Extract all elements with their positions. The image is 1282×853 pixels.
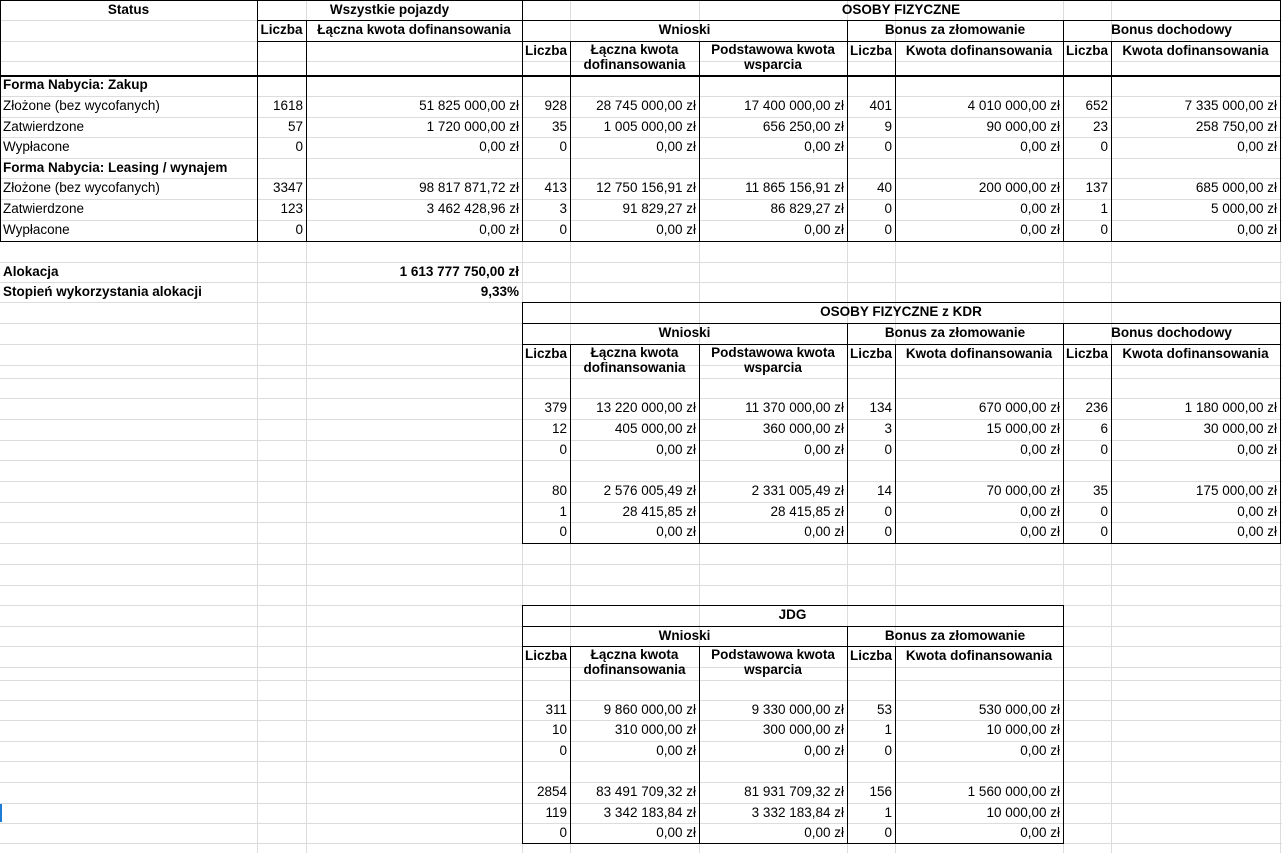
kdr-bonus-doch-header[interactable]: Bonus dochodowy xyxy=(1111,325,1232,340)
of-bonus-zlom-kwota-header[interactable]: Kwota dofinansowania xyxy=(905,43,1053,58)
jdg-value[interactable]: 10 xyxy=(551,722,567,737)
osoby-fizyczne-value[interactable]: 0,00 zł xyxy=(656,139,696,154)
osoby-fizyczne-kdr-value[interactable]: 0 xyxy=(1100,504,1108,519)
jdg-value[interactable]: 1 xyxy=(884,722,892,737)
osoby-fizyczne-kdr-value[interactable]: 6 xyxy=(1100,421,1108,436)
osoby-fizyczne-value[interactable]: 0 xyxy=(559,139,567,154)
row-label[interactable]: Zatwierdzone xyxy=(3,201,85,216)
row-label[interactable]: Złożone (bez wycofanych) xyxy=(3,180,160,195)
osoby-fizyczne-value[interactable]: 11 865 156,91 zł xyxy=(745,180,844,195)
jdg-value[interactable]: 0,00 zł xyxy=(804,743,844,758)
of-bonus-zlom-liczba-header[interactable]: Liczba xyxy=(850,43,893,58)
osoby-fizyczne-kdr-value[interactable]: 0 xyxy=(559,524,567,539)
kdr-wnioski-header[interactable]: Wnioski xyxy=(658,325,711,340)
border-line xyxy=(522,605,1063,606)
jdg-value[interactable]: 10 000,00 zł xyxy=(986,722,1060,737)
osoby-fizyczne-value[interactable]: 0,00 zł xyxy=(804,139,844,154)
osoby-fizyczne-value[interactable]: 685 000,00 zł xyxy=(1195,180,1277,195)
border-line xyxy=(1111,344,1112,543)
kdr-bonus-zlom-kwota-header[interactable]: Kwota dofinansowania xyxy=(905,346,1053,361)
border-line xyxy=(699,41,700,241)
of-bonus-zlom-header[interactable]: Bonus za złomowanie xyxy=(884,22,1026,37)
laczna-kwota-header[interactable]: Łączna kwota dofinansowania xyxy=(317,22,511,37)
osoby-fizyczne-kdr-value[interactable]: 134 xyxy=(869,400,892,415)
jdg-value[interactable]: 0 xyxy=(884,743,892,758)
jdg-value[interactable]: 0 xyxy=(559,825,567,840)
osoby-fizyczne-kdr-value[interactable]: 2 331 005,49 zł xyxy=(751,483,844,498)
osoby-fizyczne-value[interactable]: 0 xyxy=(884,201,892,216)
osoby-fizyczne-kdr-value[interactable]: 1 xyxy=(559,504,567,519)
osoby-fizyczne-kdr-value[interactable]: 0,00 zł xyxy=(1020,504,1060,519)
osoby-fizyczne-value[interactable]: 86 829,27 zł xyxy=(770,201,844,216)
all-vehicles-count[interactable]: 1618 xyxy=(272,98,303,113)
osoby-fizyczne-kdr-value[interactable]: 15 000,00 zł xyxy=(986,421,1060,436)
osoby-fizyczne-kdr-value[interactable]: 0,00 zł xyxy=(1237,504,1277,519)
osoby-fizyczne-value[interactable]: 0 xyxy=(1100,139,1108,154)
kdr-laczna-kwota-header[interactable]: Łączna kwota dofinansowania xyxy=(583,345,686,375)
jdg-value[interactable]: 0 xyxy=(559,743,567,758)
allocation-label[interactable]: Alokacja xyxy=(3,264,59,279)
osoby-fizyczne-value[interactable]: 0,00 zł xyxy=(1237,222,1277,237)
osoby-fizyczne-kdr-value[interactable]: 11 370 000,00 zł xyxy=(745,400,844,415)
osoby-fizyczne-kdr-value[interactable]: 70 000,00 zł xyxy=(986,483,1060,498)
osoby-fizyczne-kdr-value[interactable]: 0,00 zł xyxy=(804,524,844,539)
gridline xyxy=(0,460,1282,461)
osoby-fizyczne-value[interactable]: 5 000,00 zł xyxy=(1210,201,1277,216)
border-line xyxy=(522,323,1281,324)
osoby-fizyczne-kdr-value[interactable]: 0 xyxy=(559,442,567,457)
border-line xyxy=(847,41,848,241)
of-wnioski-header[interactable]: Wnioski xyxy=(658,22,711,37)
jdg-value[interactable]: 530 000,00 zł xyxy=(978,702,1060,717)
osoby-fizyczne-value[interactable]: 0,00 zł xyxy=(656,222,696,237)
gridline xyxy=(0,761,1282,762)
jdg-value[interactable]: 3 342 183,84 zł xyxy=(603,805,696,820)
border-line xyxy=(1063,344,1064,543)
jdg-value[interactable]: 81 931 709,32 zł xyxy=(744,784,844,799)
osoby-fizyczne-kdr-value[interactable]: 0,00 zł xyxy=(1237,442,1277,457)
osoby-fizyczne-value[interactable]: 1 xyxy=(1100,201,1108,216)
border-line xyxy=(522,302,523,543)
jdg-value[interactable]: 156 xyxy=(869,784,892,799)
kdr-bonus-doch-kwota-header[interactable]: Kwota dofinansowania xyxy=(1122,346,1269,361)
osoby-fizyczne-value[interactable]: 401 xyxy=(869,98,892,113)
border-line xyxy=(847,344,848,543)
kdr-podstawowa-kwota-header[interactable]: Podstawowa kwota wsparcia xyxy=(711,345,835,375)
osoby-fizyczne-kdr-value[interactable]: 35 xyxy=(1092,483,1108,498)
kdr-liczba-header[interactable]: Liczba xyxy=(525,346,568,361)
all-vehicles-count[interactable]: 123 xyxy=(280,201,303,216)
border-line xyxy=(0,75,1281,77)
row-label[interactable]: Złożone (bez wycofanych) xyxy=(3,98,160,113)
osoby-fizyczne-kdr-value[interactable]: 670 000,00 zł xyxy=(978,400,1060,415)
of-liczba-header[interactable]: Liczba xyxy=(525,43,568,58)
gridline xyxy=(0,680,1282,681)
section-leasing[interactable]: Forma Nabycia: Leasing / wynajem xyxy=(3,160,228,175)
jdg-value[interactable]: 2854 xyxy=(536,784,567,799)
osoby-fizyczne-value[interactable]: 0 xyxy=(884,222,892,237)
osoby-fizyczne-value[interactable]: 0,00 zł xyxy=(804,222,844,237)
status-header[interactable]: Status xyxy=(107,2,150,17)
of-podstawowa-kwota-header[interactable]: Podstawowa kwota wsparcia xyxy=(711,42,835,72)
osoby-fizyczne-kdr-value[interactable]: 28 415,85 zł xyxy=(622,504,696,519)
jdg-value[interactable]: 1 560 000,00 zł xyxy=(967,784,1060,799)
osoby-fizyczne-kdr-value[interactable]: 0 xyxy=(884,524,892,539)
jdg-podstawowa-kwota-header[interactable]: Podstawowa kwota wsparcia xyxy=(711,647,835,677)
osoby-fizyczne-kdr-value[interactable]: 0 xyxy=(1100,442,1108,457)
jdg-header[interactable]: JDG xyxy=(778,607,807,622)
of-bonus-doch-header[interactable]: Bonus dochodowy xyxy=(1111,22,1232,37)
all-vehicles-count[interactable]: 0 xyxy=(295,222,303,237)
of-laczna-kwota-header[interactable]: Łączna kwota dofinansowania xyxy=(583,42,686,72)
osoby-fizyczne-kdr-value[interactable]: 12 xyxy=(551,421,567,436)
border-line xyxy=(1111,41,1112,241)
border-line xyxy=(847,323,848,344)
osoby-fizyczne-value[interactable]: 4 010 000,00 zł xyxy=(967,98,1060,113)
osoby-fizyczne-value[interactable]: 0,00 zł xyxy=(1237,139,1277,154)
jdg-liczba-header[interactable]: Liczba xyxy=(525,648,568,663)
border-line xyxy=(257,20,1281,21)
all-vehicles-amount[interactable]: 1 720 000,00 zł xyxy=(426,119,519,134)
osoby-fizyczne-value[interactable]: 28 745 000,00 zł xyxy=(596,98,696,113)
all-vehicles-amount[interactable]: 0,00 zł xyxy=(479,222,519,237)
row-selection-marker xyxy=(0,804,2,822)
osoby-fizyczne-value[interactable]: 23 xyxy=(1092,119,1108,134)
allocation-value[interactable]: 1 613 777 750,00 zł xyxy=(399,264,519,279)
all-vehicles-count[interactable]: 0 xyxy=(295,139,303,154)
all-vehicles-amount[interactable]: 51 825 000,00 zł xyxy=(419,98,519,113)
border-line xyxy=(522,843,1064,844)
jdg-value[interactable]: 83 491 709,32 zł xyxy=(596,784,696,799)
row-label[interactable]: Wypłacone xyxy=(3,222,70,237)
row-label[interactable]: Wypłacone xyxy=(3,139,70,154)
osoby-fizyczne-kdr-value[interactable]: 0,00 zł xyxy=(1020,442,1060,457)
border-line xyxy=(522,344,1281,345)
jdg-wnioski-header[interactable]: Wnioski xyxy=(658,628,711,643)
osoby-fizyczne-value[interactable]: 0,00 zł xyxy=(1020,139,1060,154)
jdg-value[interactable]: 9 860 000,00 zł xyxy=(603,702,696,717)
osoby-fizyczne-kdr-value[interactable]: 28 415,85 zł xyxy=(770,504,844,519)
jdg-laczna-kwota-header[interactable]: Łączna kwota dofinansowania xyxy=(583,647,686,677)
all-vehicles-count[interactable]: 3347 xyxy=(272,180,303,195)
osoby-fizyczne-value[interactable]: 652 xyxy=(1085,98,1108,113)
osoby-fizyczne-kdr-value[interactable]: 30 000,00 zł xyxy=(1203,421,1277,436)
osoby-fizyczne-kdr-value[interactable]: 0,00 zł xyxy=(656,442,696,457)
jdg-value[interactable]: 0,00 zł xyxy=(656,743,696,758)
osoby-fizyczne-kdr-value[interactable]: 80 xyxy=(551,483,567,498)
osoby-fizyczne-kdr-value[interactable]: 175 000,00 zł xyxy=(1195,483,1277,498)
osoby-fizyczne-kdr-value[interactable]: 405 000,00 zł xyxy=(614,421,696,436)
border-line xyxy=(1063,41,1064,241)
border-line xyxy=(699,646,700,843)
osoby-fizyczne-value[interactable]: 258 750,00 zł xyxy=(1195,119,1277,134)
jdg-value[interactable]: 10 000,00 zł xyxy=(986,805,1060,820)
border-line xyxy=(522,626,1064,627)
jdg-value[interactable]: 0,00 zł xyxy=(1020,743,1060,758)
all-vehicles-amount[interactable]: 0,00 zł xyxy=(479,139,519,154)
border-line xyxy=(257,0,258,241)
border-line xyxy=(570,41,571,241)
osoby-fizyczne-value[interactable]: 9 xyxy=(884,119,892,134)
border-line xyxy=(847,646,848,843)
border-line xyxy=(570,344,571,543)
osoby-fizyczne-kdr-header[interactable]: OSOBY FIZYCZNE z KDR xyxy=(820,304,982,319)
osoby-fizyczne-value[interactable]: 413 xyxy=(544,180,567,195)
allocation-usage-value[interactable]: 9,33% xyxy=(480,284,519,299)
all-vehicles-amount[interactable]: 98 817 871,72 zł xyxy=(419,180,519,195)
osoby-fizyczne-value[interactable]: 0 xyxy=(884,139,892,154)
osoby-fizyczne-kdr-value[interactable]: 0,00 zł xyxy=(1237,524,1277,539)
jdg-value[interactable]: 311 xyxy=(545,702,567,717)
liczba-header[interactable]: Liczba xyxy=(260,22,303,37)
gridline xyxy=(0,585,1282,586)
kdr-bonus-doch-liczba-header[interactable]: Liczba xyxy=(1066,346,1109,361)
osoby-fizyczne-kdr-value[interactable]: 236 xyxy=(1085,400,1108,415)
kdr-bonus-zlom-liczba-header[interactable]: Liczba xyxy=(850,346,893,361)
of-bonus-doch-kwota-header[interactable]: Kwota dofinansowania xyxy=(1122,43,1269,58)
jdg-value[interactable]: 53 xyxy=(876,702,892,717)
allocation-usage-label[interactable]: Stopień wykorzystania alokacji xyxy=(3,284,202,299)
border-line xyxy=(522,646,1064,647)
osoby-fizyczne-value[interactable]: 1 005 000,00 zł xyxy=(603,119,696,134)
osoby-fizyczne-kdr-value[interactable]: 360 000,00 zł xyxy=(762,421,844,436)
osoby-fizyczne-value[interactable]: 17 400 000,00 zł xyxy=(744,98,844,113)
osoby-fizyczne-value[interactable]: 0 xyxy=(1100,222,1108,237)
jdg-value[interactable]: 119 xyxy=(545,805,567,820)
jdg-value[interactable]: 0,00 zł xyxy=(1020,825,1060,840)
border-line xyxy=(699,344,700,543)
border-line xyxy=(847,626,848,646)
osoby-fizyczne-kdr-value[interactable]: 0 xyxy=(884,504,892,519)
osoby-fizyczne-kdr-value[interactable]: 13 220 000,00 zł xyxy=(596,400,696,415)
border-line xyxy=(895,646,896,843)
osoby-fizyczne-kdr-value[interactable]: 0,00 zł xyxy=(804,442,844,457)
border-line xyxy=(1063,20,1064,41)
border-line xyxy=(895,344,896,543)
jdg-value[interactable]: 300 000,00 zł xyxy=(762,722,844,737)
all-vehicles-count[interactable]: 57 xyxy=(287,119,303,134)
osoby-fizyczne-value[interactable]: 0,00 zł xyxy=(1020,201,1060,216)
all-vehicles-amount[interactable]: 3 462 428,96 zł xyxy=(426,201,519,216)
osoby-fizyczne-value[interactable]: 0 xyxy=(559,222,567,237)
osoby-fizyczne-kdr-value[interactable]: 14 xyxy=(876,483,892,498)
jdg-value[interactable]: 9 330 000,00 zł xyxy=(751,702,844,717)
border-line xyxy=(1280,0,1281,241)
osoby-fizyczne-kdr-value[interactable]: 0,00 zł xyxy=(1020,524,1060,539)
border-line xyxy=(0,241,1281,242)
osoby-fizyczne-value[interactable]: 200 000,00 zł xyxy=(978,180,1060,195)
jdg-value[interactable]: 0,00 zł xyxy=(656,825,696,840)
osoby-fizyczne-value[interactable]: 91 829,27 zł xyxy=(622,201,696,216)
border-line xyxy=(847,20,848,41)
all-vehicles-header[interactable]: Wszystkie pojazdy xyxy=(329,2,450,17)
kdr-bonus-zlom-header[interactable]: Bonus za złomowanie xyxy=(884,325,1026,340)
of-bonus-doch-liczba-header[interactable]: Liczba xyxy=(1066,43,1109,58)
jdg-value[interactable]: 310 000,00 zł xyxy=(614,722,696,737)
border-line xyxy=(306,20,307,241)
jdg-bonus-zlom-kwota-header[interactable]: Kwota dofinansowania xyxy=(905,648,1053,663)
border-line xyxy=(1280,302,1281,543)
border-line xyxy=(570,646,571,843)
osoby-fizyczne-value[interactable]: 0,00 zł xyxy=(1020,222,1060,237)
jdg-value[interactable]: 1 xyxy=(884,805,892,820)
jdg-bonus-zlom-header[interactable]: Bonus za złomowanie xyxy=(884,628,1026,643)
border-line xyxy=(522,543,1281,544)
osoby-fizyczne-kdr-value[interactable]: 2 576 005,49 zł xyxy=(603,483,696,498)
osoby-fizyczne-value[interactable]: 12 750 156,91 zł xyxy=(596,180,696,195)
osoby-fizyczne-kdr-value[interactable]: 0 xyxy=(884,442,892,457)
jdg-value[interactable]: 0,00 zł xyxy=(804,825,844,840)
border-line xyxy=(1063,605,1064,843)
jdg-value[interactable]: 0 xyxy=(884,825,892,840)
osoby-fizyczne-kdr-value[interactable]: 0 xyxy=(1100,524,1108,539)
osoby-fizyczne-kdr-value[interactable]: 379 xyxy=(544,400,567,415)
jdg-bonus-zlom-liczba-header[interactable]: Liczba xyxy=(850,648,893,663)
border-line xyxy=(895,41,896,241)
border-line xyxy=(522,41,1281,42)
osoby-fizyczne-value[interactable]: 40 xyxy=(876,180,892,195)
osoby-fizyczne-kdr-value[interactable]: 3 xyxy=(884,421,892,436)
section-zakup[interactable]: Forma Nabycia: Zakup xyxy=(3,77,148,92)
border-line xyxy=(0,0,1280,1)
row-label[interactable]: Zatwierdzone xyxy=(3,119,85,134)
border-line xyxy=(522,0,523,241)
osoby-fizyczne-kdr-value[interactable]: 0,00 zł xyxy=(656,524,696,539)
osoby-fizyczne-value[interactable]: 656 250,00 zł xyxy=(762,119,844,134)
border-line xyxy=(0,0,1,241)
osoby-fizyczne-kdr-value[interactable]: 1 180 000,00 zł xyxy=(1184,400,1277,415)
gridline xyxy=(0,564,1282,565)
osoby-fizyczne-value[interactable]: 7 335 000,00 zł xyxy=(1184,98,1277,113)
border-line xyxy=(522,302,1280,303)
osoby-fizyczne-value[interactable]: 35 xyxy=(551,119,567,134)
gridline xyxy=(0,378,1282,379)
jdg-value[interactable]: 3 332 183,84 zł xyxy=(751,805,844,820)
osoby-fizyczne-value[interactable]: 137 xyxy=(1085,180,1108,195)
osoby-fizyczne-value[interactable]: 3 xyxy=(559,201,567,216)
border-line xyxy=(522,605,523,843)
border-line xyxy=(1063,323,1064,344)
osoby-fizyczne-value[interactable]: 928 xyxy=(544,98,567,113)
osoby-fizyczne-value[interactable]: 90 000,00 zł xyxy=(986,119,1060,134)
osoby-fizyczne-header[interactable]: OSOBY FIZYCZNE xyxy=(841,2,961,17)
